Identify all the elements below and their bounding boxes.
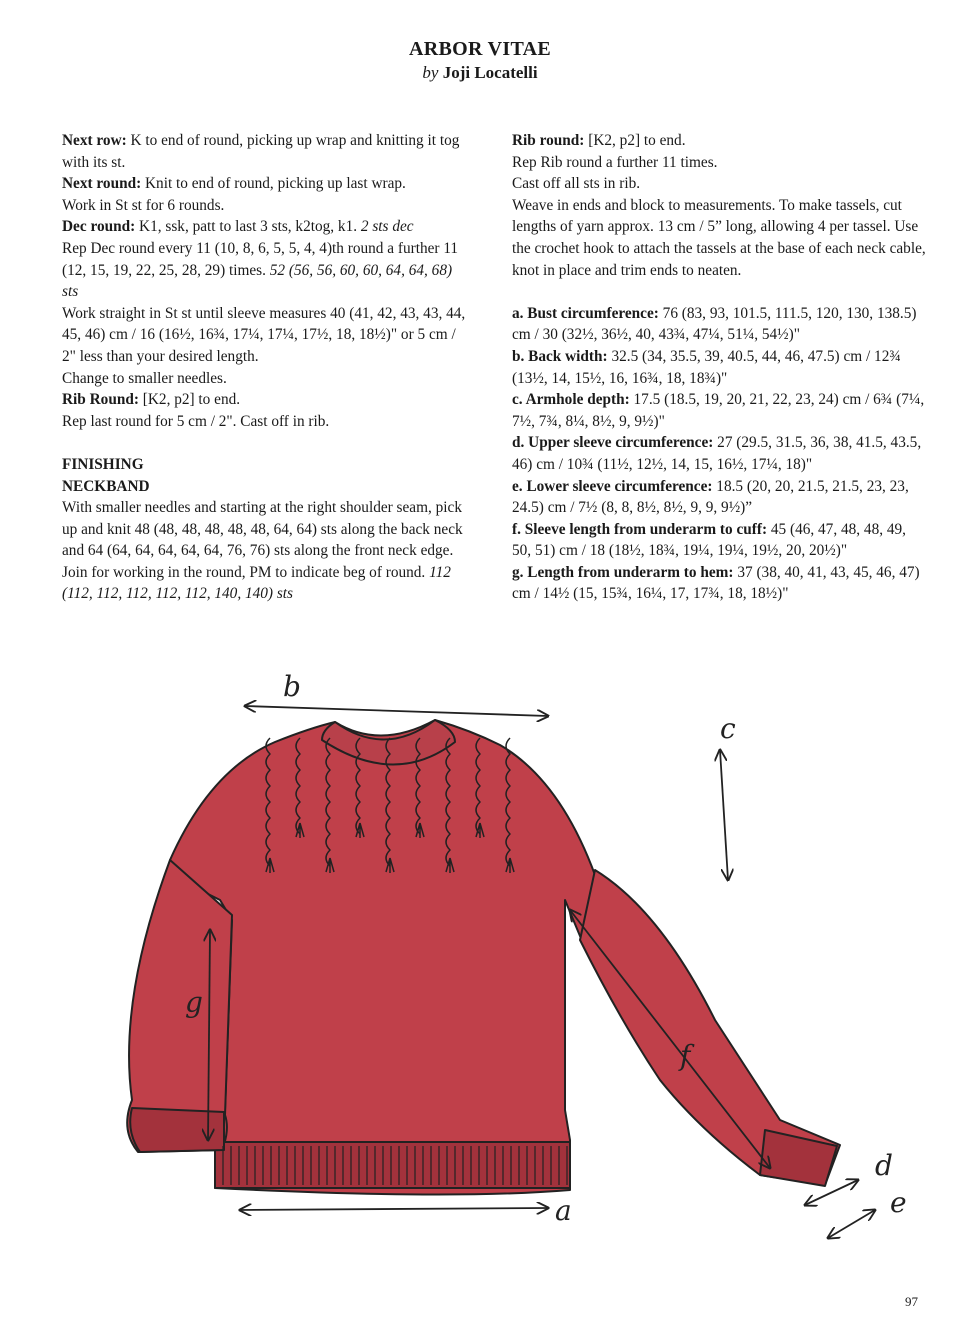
- label-a: a: [555, 1194, 572, 1227]
- rep-dec-instruction: Rep Dec round every 11 (10, 8, 6, 5, 5, 4, 4)th round a further 11 (12, 15, 19, 22, 25, 28, 29) times. 52 (56, 56, 60, 60, 64, 64, 68) sts: [62, 239, 459, 301]
- finishing-heading: FINISHING: [62, 455, 144, 473]
- rep-rib-instruction: Rep Rib round a further 11 times.: [512, 153, 718, 171]
- byline-by: by: [422, 63, 439, 82]
- measurement-g: g. Length from underarm to hem: 37 (38, 40, 41, 43, 45, 46, 47) cm / 14½ (15, 15¾, 16¼, 17, 17¾, 18, 18½)": [512, 563, 920, 603]
- sweater-schematic: [60, 660, 920, 1260]
- arrow-c: [720, 750, 728, 880]
- measurement-c: c. Armhole depth: 17.5 (18.5, 19, 20, 21, 22, 23, 24) cm / 6¾ (7¼, 7½, 7¾, 8¼, 8½, 9, 9½)": [512, 391, 925, 430]
- neckband-heading: NECKBAND: [62, 477, 150, 495]
- arrow-b: [245, 706, 548, 716]
- dec-round-instruction: Dec round: K1, ssk, patt to last 3 sts, k2tog, k1. 2 sts dec: [62, 218, 414, 236]
- page-number: 97: [905, 1294, 918, 1309]
- label-f: f: [680, 1039, 691, 1072]
- designer-name: Joji Locatelli: [442, 63, 538, 82]
- arrow-a: [240, 1208, 548, 1210]
- left-column: [62, 130, 472, 605]
- work-straight-instruction: Work straight in St st until sleeve measures 40 (41, 42, 43, 43, 44, 45, 46) cm / 16 (16½, 16¾, 17¼, 17¼, 17½, 18, 18½)" or 5 cm / 2" less than your desired length.: [62, 304, 466, 365]
- change-needles-instruction: Change to smaller needles.: [62, 369, 227, 387]
- label-c: c: [720, 712, 736, 745]
- right-column: [512, 130, 927, 605]
- label-d: d: [875, 1149, 893, 1182]
- rib-round-instruction: Rib Round: [K2, p2] to end.: [62, 391, 241, 409]
- measurement-f: f. Sleeve length from underarm to cuff: 45 (46, 47, 48, 48, 49, 50, 51) cm / 18 (18½, 18¾, 19¼, 19¼, 19½, 20, 20½)": [512, 520, 906, 560]
- rib-round-instruction-2: Rib round: [K2, p2] to end.: [512, 132, 686, 149]
- byline: [0, 63, 960, 83]
- label-e: e: [890, 1186, 907, 1219]
- page-header: [0, 38, 960, 83]
- arrow-e: [828, 1210, 875, 1238]
- neckband-instruction: With smaller needles and starting at the right shoulder seam, pick up and knit 48 (48, 48, 48, 48, 48, 64, 64) sts along the back neck and 64 (64, 64, 64, 64, 64, 76, 76) sts along the front neck edge. Join for working in the round, PM to indicate beg of round. 112 (112, 112, 112, 112, 112, 140, 140) sts: [62, 499, 463, 603]
- label-g: g: [185, 986, 203, 1019]
- hem-ribbing: [215, 1142, 570, 1188]
- cast-off-instruction: Cast off all sts in rib.: [512, 175, 641, 193]
- measurement-d: d. Upper sleeve circumference: 27 (29.5, 31.5, 36, 38, 41.5, 43.5, 46) cm / 10¾ (11½, 12½, 14, 15, 16½, 17¼, 18)": [512, 434, 922, 473]
- next-round-instruction: Next round: Knit to end of round, picking up last wrap.: [62, 175, 406, 193]
- sweater-illustration: [127, 720, 840, 1195]
- measurement-a: a. Bust circumference: 76 (83, 93, 101.5, 111.5, 120, 130, 138.5) cm / 30 (32½, 36½, 40, 43¾, 47¼, 51¼, 54½)": [512, 304, 917, 344]
- measurement-b: b. Back width: 32.5 (34, 35.5, 39, 40.5, 44, 46, 47.5) cm / 12¾ (13½, 14, 15½, 16, 16¾, 18, 18¾)": [512, 347, 901, 387]
- next-row-instruction: Next row: K to end of round, picking up wrap and knitting it tog with its st.: [62, 132, 460, 171]
- weave-instruction: Weave in ends and block to measurements. To make tassels, cut lengths of yarn approx. 13 cm / 5” long, allowing 4 per tassel. Use the crochet hook to attach the tassels at the base of each neck cable, knot in place and trim ends to neaten.: [512, 196, 926, 279]
- sweater-body: [170, 720, 605, 1195]
- pattern-title: ARBOR VITAE: [408, 38, 552, 60]
- label-b: b: [283, 670, 301, 703]
- measurement-e: e. Lower sleeve circumference: 18.5 (20, 20, 21.5, 21.5, 23, 23, 24.5) cm / 7½ (8, 8, 8½, 8½, 9, 9, 9½)”: [512, 477, 909, 517]
- rep-last-instruction: Rep last round for 5 cm / 2". Cast off in rib.: [62, 412, 330, 430]
- left-cuff: [130, 1108, 224, 1152]
- work-st-instruction: Work in St st for 6 rounds.: [62, 196, 225, 214]
